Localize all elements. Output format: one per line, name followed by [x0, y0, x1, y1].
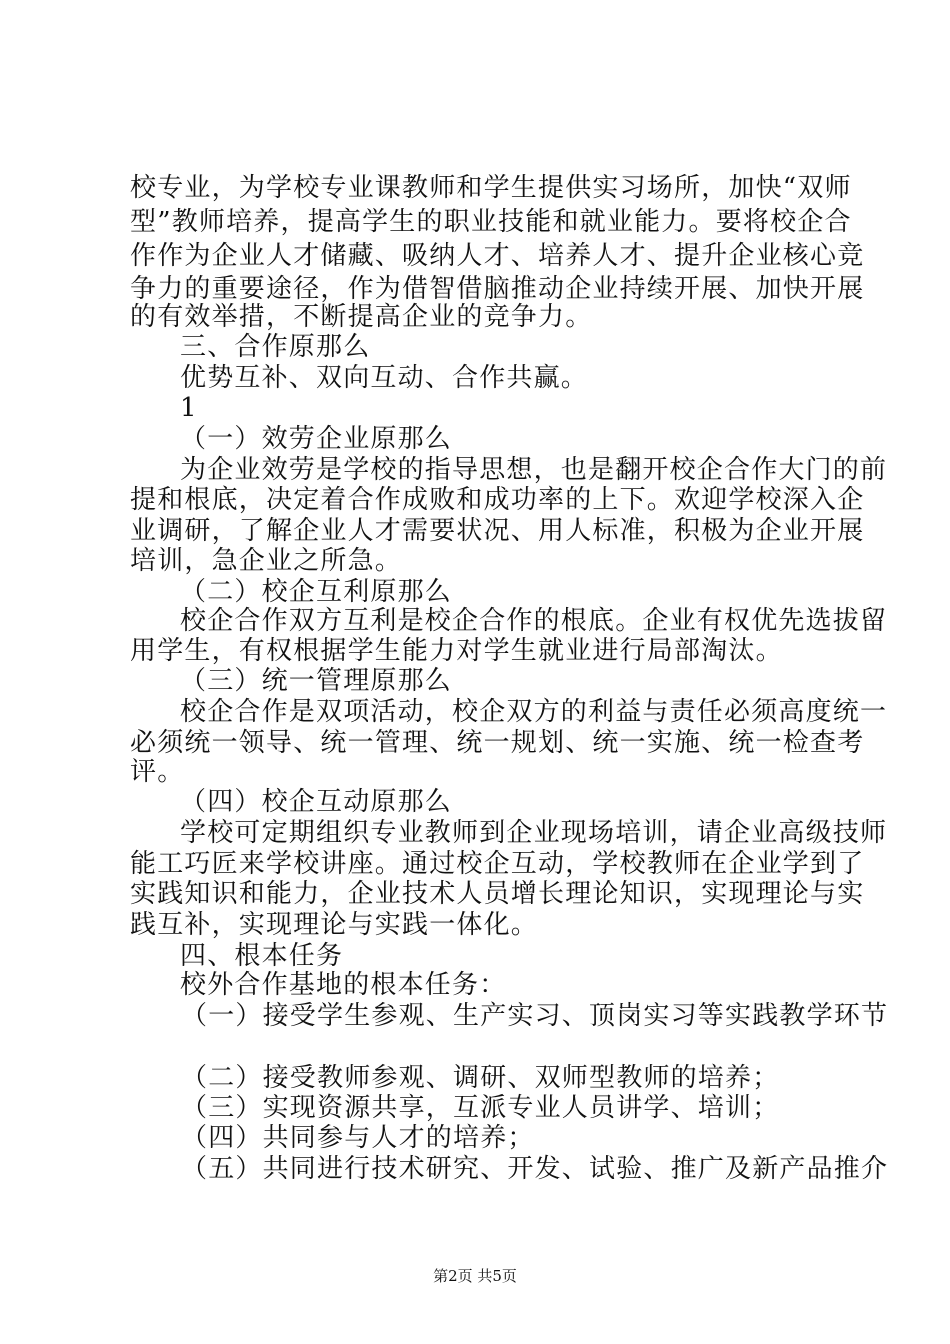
list-item: （五）共同进行技术研究、开发、试验、推广及新产品推介	[181, 1154, 889, 1184]
text-line: 培训，急企业之所急。	[130, 546, 403, 576]
list-item: （四）共同参与人才的培养；	[181, 1123, 535, 1153]
text-line: 学校可定期组织专业教师到企业现场培训，请企业高级技师	[180, 818, 888, 848]
list-item: （二）接受教师参观、调研、双师型教师的培养；	[181, 1063, 780, 1093]
text-line: 践互补，实现理论与实践一体化。	[130, 910, 539, 940]
text-line: 评。	[130, 757, 185, 787]
text-line: 的有效举措，不断提高企业的竞争力。	[130, 302, 593, 332]
text-line: 校外合作基地的根本任务：	[180, 970, 507, 1000]
page-marker: 1	[180, 393, 198, 423]
text-line: 提和根底，决定着合作成败和成功率的上下。欢迎学校深入企	[130, 485, 865, 515]
text-line: 业调研，了解企业人才需要状况、用人标准，积极为企业开展	[130, 516, 865, 546]
subsection-heading: （四）校企互动原那么	[180, 787, 453, 817]
text-line: 校企合作双方互利是校企合作的根底。企业有权优先选拔留	[180, 606, 888, 636]
text-line: 型”教师培养，提高学生的职业技能和就业能力。要将校企合	[130, 207, 852, 237]
section-heading: 三、合作原那么	[180, 332, 371, 362]
text-line: 能工巧匠来学校讲座。通过校企互动，学校教师在企业学到了	[130, 849, 865, 879]
page-footer: 第2页 共5页	[433, 1267, 517, 1285]
text-line: 校企合作是双项活动，校企双方的利益与责任必须高度统一	[180, 697, 888, 727]
list-item: （一）接受学生参观、生产实习、顶岗实习等实践教学环节	[181, 1001, 889, 1031]
text-line: 必须统一领导、统一管理、统一规划、统一实施、统一检查考	[130, 728, 865, 758]
section-heading: 四、根本任务	[180, 941, 344, 971]
text-line: 为企业效劳是学校的指导思想，也是翻开校企合作大门的前	[180, 455, 888, 485]
subsection-heading: （三）统一管理原那么	[180, 666, 453, 696]
subsection-heading: （二）校企互利原那么	[180, 577, 453, 607]
text-line: 用学生，有权根据学生能力对学生就业进行局部淘汰。	[130, 636, 783, 666]
text-line: 争力的重要途径，作为借智借脑推动企业持续开展、加快开展	[130, 274, 865, 304]
text-line: 校专业，为学校专业课教师和学生提供实习场所，加快“双师	[130, 173, 852, 203]
text-line: 作作为企业人才储藏、吸纳人才、培养人才、提升企业核心竞	[130, 241, 865, 271]
list-item: （三）实现资源共享，互派专业人员讲学、培训；	[181, 1093, 780, 1123]
text-line: 优势互补、双向互动、合作共赢。	[180, 363, 589, 393]
subsection-heading: （一）效劳企业原那么	[180, 424, 453, 454]
text-line: 实践知识和能力，企业技术人员增长理论知识，实现理论与实	[130, 879, 865, 909]
